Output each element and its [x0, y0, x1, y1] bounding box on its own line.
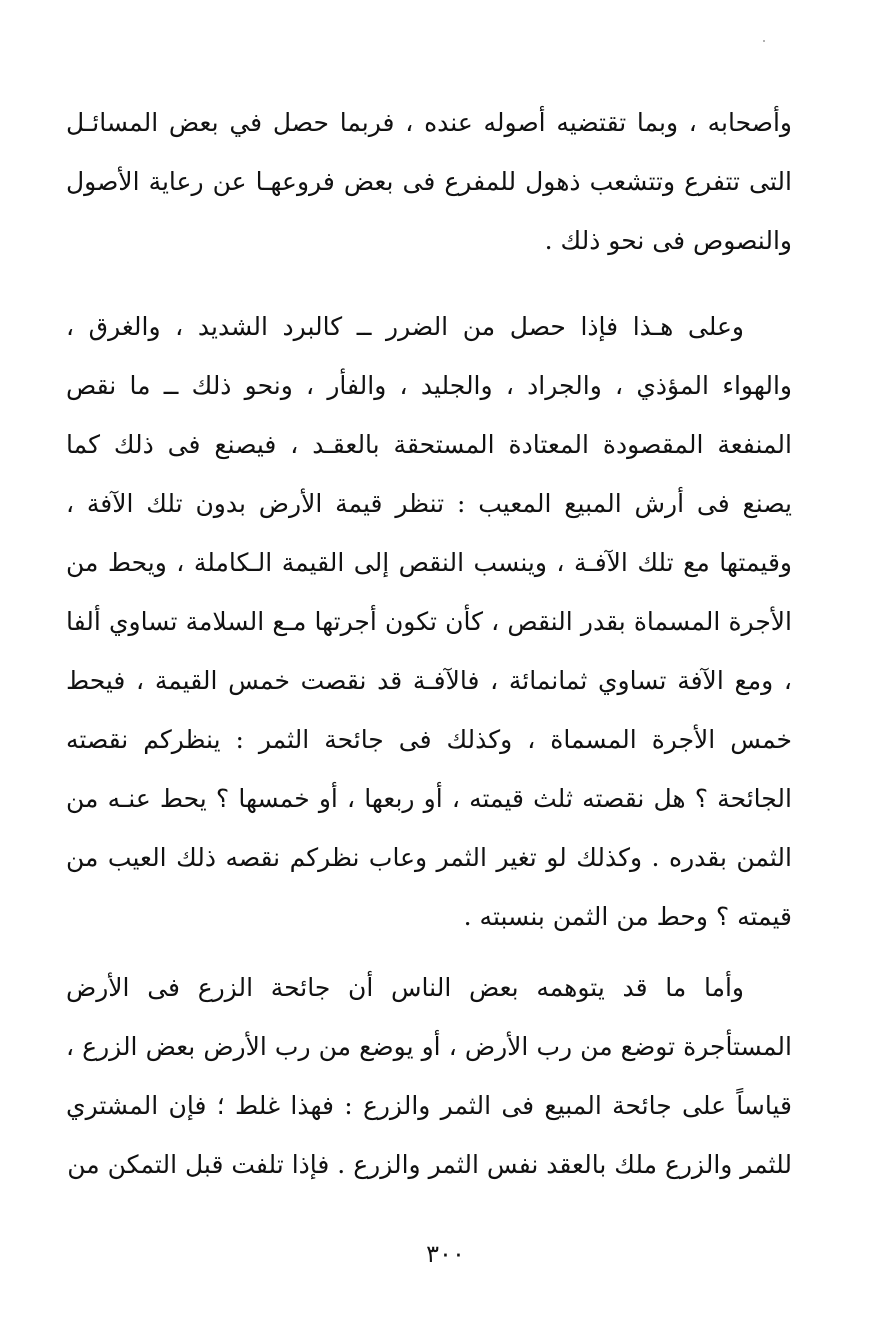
scan-speck — [763, 40, 765, 42]
paragraph-2: وعلى هـذا فإذا حصل من الضرر ــ كالبرد الشديد ، والغرق ، والهواء المؤذي ، والجراد ، والجليد ، والفأر ، ونحو ذلك ــ ما نقص المنفعة المقصودة المعتادة المستحقة بالعقـد ، فيصنع فى ذلك كما يصنع فى أرش المبيع المعيب : تنظر قيمة الأرض بدون تلك الآفة ، وقيمتها مع تلك الآفـة ، وينسب النقص إلى القيمة الـكاملة ، ويحط من الأجرة المسماة بقدر النقص ، كأن تكون أجرتها مـع السلامة تساوي ألفا ، ومع الآفة تساوي ثمانمائة ، فالآفـة قد نقصت خمس القيمة ، فيحط خمس الأجرة المسماة ، وكذلك فى جائحة الثمر : ينظركم نقصته الجائحة ؟ هل نقصته ثلث قيمته ، أو ربعها ، أو خمسها ؟ يحط عنـه من الثمن بقدره . وكذلك لو تغير الثمر وعاب نظركم نقصه ذلك العيب من قيمته ؟ وحط من الثمن بنسبته . — [66, 312, 792, 931]
paragraph-3: وأما ما قد يتوهمه بعض الناس أن جائحة الزرع فى الأرض المستأجرة توضع من رب الأرض ، أو يوضع من رب الأرض بعض الزرع ، قياساً على جائحة المبيع فى الثمر والزرع : فهذا غلط ؛ فإن المشتري للثمر والزرع ملك بالعقد نفس الثمر والزرع . فإذا تلفت قبل التمكن من — [66, 973, 792, 1179]
paragraph-1: وأصحابه ، وبما تقتضيه أصوله عنده ، فربما حصل في بعض المسائـل التى تتفرع وتتشعب ذهول للمفرع فى بعض فروعهـا عن رعاية الأصول والنصوص فى نحو ذلك . — [66, 108, 792, 255]
page-number: ٣٠٠ — [426, 1240, 465, 1268]
